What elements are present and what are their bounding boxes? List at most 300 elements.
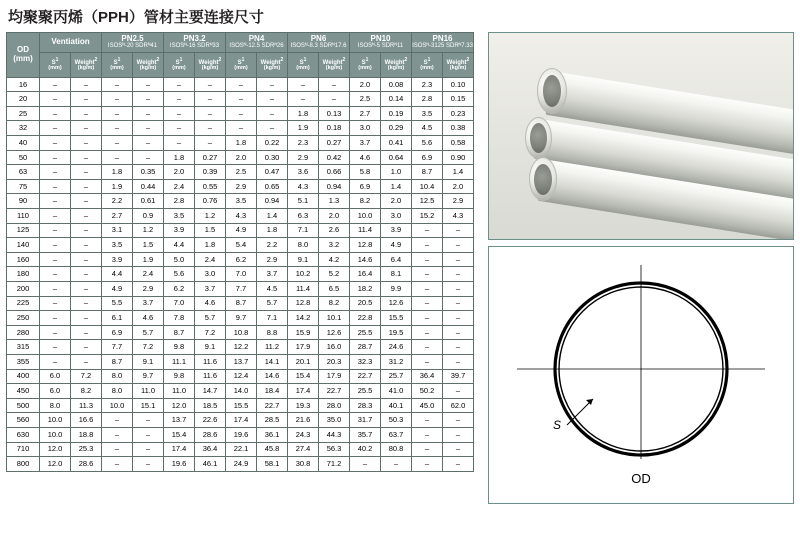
cell-value: – [40, 165, 71, 180]
group-sub: ISOSᴺ-16 SDRᴺ33 [169, 43, 220, 50]
cell-value: 6.0 [40, 384, 71, 399]
sub-header-line1: Weight$^2$ [136, 56, 160, 66]
cell-value: 10.0 [350, 209, 381, 224]
group-header-pn4 [226, 33, 288, 53]
cell-value: – [226, 92, 257, 107]
cell-value: – [195, 121, 226, 136]
cell-value: 46.1 [195, 457, 226, 472]
cell-value: – [40, 354, 71, 369]
cell-value: 12.8 [350, 238, 381, 253]
table-row [7, 398, 474, 413]
cell-value: 5.6 [164, 267, 195, 282]
cell-value: 15.5 [226, 398, 257, 413]
sub-header-thickness [226, 52, 257, 77]
cell-value: 8.2 [71, 384, 102, 399]
group-name: PN2.5 [121, 34, 144, 43]
cell-value: 4.5 [257, 282, 288, 297]
cell-value: 9.7 [133, 369, 164, 384]
cell-value: 6.3 [288, 209, 319, 224]
cell-value: 11.6 [195, 354, 226, 369]
cell-value: 12.6 [381, 296, 412, 311]
cell-value: – [412, 354, 443, 369]
cell-value: 10.2 [288, 267, 319, 282]
table-row [7, 77, 474, 92]
cell-value: 24.3 [288, 427, 319, 442]
cell-value: 12.6 [319, 325, 350, 340]
cell-value: 6.0 [40, 369, 71, 384]
cell-value: 10.0 [40, 413, 71, 428]
cell-value: 3.9 [164, 223, 195, 238]
cell-value: 45.0 [412, 398, 443, 413]
cell-value: 0.38 [443, 121, 474, 136]
group-header-pn10 [350, 33, 412, 53]
cell-value: 12.0 [40, 457, 71, 472]
sub-header-weight [257, 52, 288, 77]
cell-value: – [195, 106, 226, 121]
table-body [7, 77, 474, 471]
cell-value: 44.3 [319, 427, 350, 442]
cell-value: 7.8 [164, 311, 195, 326]
cell-value: 8.0 [288, 238, 319, 253]
cell-value: – [40, 238, 71, 253]
cell-od: 110 [7, 209, 40, 224]
cell-value: – [195, 77, 226, 92]
cell-value: 2.5 [350, 92, 381, 107]
od-header-line2: (mm) [13, 53, 33, 63]
cell-value: 11.4 [350, 223, 381, 238]
cell-od: 710 [7, 442, 40, 457]
cell-value: 6.9 [412, 150, 443, 165]
cell-value: 2.0 [350, 77, 381, 92]
table-row [7, 369, 474, 384]
sub-header-thickness [164, 52, 195, 77]
table-row [7, 238, 474, 253]
group-header-pn32 [164, 33, 226, 53]
table-row [7, 340, 474, 355]
table-row [7, 165, 474, 180]
cell-value: 36.4 [195, 442, 226, 457]
cell-value: 0.41 [381, 136, 412, 151]
cell-value: 0.65 [257, 179, 288, 194]
cell-value: 6.1 [102, 311, 133, 326]
page-title: 均聚聚丙烯（PPH）管材主要连接尺寸 [8, 9, 264, 26]
cell-od: 125 [7, 223, 40, 238]
cell-value: 8.7 [226, 296, 257, 311]
cell-value: 18.5 [195, 398, 226, 413]
cell-value: 0.15 [443, 92, 474, 107]
cell-value: – [40, 282, 71, 297]
cell-value: 3.2 [319, 238, 350, 253]
cell-value: – [412, 427, 443, 442]
sub-header-line1: Weight$^2$ [322, 56, 346, 66]
cell-value: – [133, 121, 164, 136]
cell-value: 4.2 [319, 252, 350, 267]
cell-value: 1.2 [195, 209, 226, 224]
spec-table-container [6, 32, 474, 472]
cell-value: – [71, 238, 102, 253]
cell-value: – [443, 311, 474, 326]
cell-value: 10.4 [412, 179, 443, 194]
cell-value: 4.3 [288, 179, 319, 194]
cell-value: 0.61 [133, 194, 164, 209]
od-header-line1: OD [17, 45, 29, 55]
cell-value: 22.8 [350, 311, 381, 326]
cell-value: 14.1 [257, 354, 288, 369]
cell-value: 11.4 [288, 282, 319, 297]
cell-value: 6.9 [350, 179, 381, 194]
cell-value: 15.1 [133, 398, 164, 413]
cell-value: 22.7 [319, 384, 350, 399]
cell-value: – [443, 267, 474, 282]
table-row [7, 150, 474, 165]
cell-value: 9.1 [288, 252, 319, 267]
cell-value: – [133, 150, 164, 165]
cell-value: 5.2 [319, 267, 350, 282]
cell-value: 6.9 [102, 325, 133, 340]
cell-value: 2.6 [319, 223, 350, 238]
cell-value: 1.8 [102, 165, 133, 180]
sub-header-line1: $S^1$ [423, 56, 431, 66]
cell-value: – [71, 325, 102, 340]
pipe-back-bore [543, 75, 561, 107]
cell-value: 2.9 [443, 194, 474, 209]
cell-value: – [71, 136, 102, 151]
cell-value: – [133, 106, 164, 121]
cell-value: – [412, 223, 443, 238]
cell-value: – [381, 457, 412, 472]
cell-od: 315 [7, 340, 40, 355]
cell-value: 4.9 [226, 223, 257, 238]
cell-value: – [133, 77, 164, 92]
cell-value: – [133, 92, 164, 107]
sub-header-line1: $S^1$ [237, 56, 245, 66]
cell-value: – [288, 77, 319, 92]
cell-value: 28.3 [350, 398, 381, 413]
table-row [7, 252, 474, 267]
cell-value: – [443, 296, 474, 311]
cell-value: 0.64 [381, 150, 412, 165]
cell-value: – [40, 92, 71, 107]
cell-value: 7.1 [257, 311, 288, 326]
cell-value: 25.3 [71, 442, 102, 457]
cell-value: – [412, 413, 443, 428]
cell-value: 2.8 [412, 92, 443, 107]
cell-value: – [133, 136, 164, 151]
cell-value: 2.3 [412, 77, 443, 92]
cell-value: 0.08 [381, 77, 412, 92]
cell-value: 2.0 [319, 209, 350, 224]
sub-header-line2: (kg/m) [387, 64, 405, 71]
table-row [7, 106, 474, 121]
cell-value: 2.2 [102, 194, 133, 209]
cell-value: 36.1 [257, 427, 288, 442]
cell-value: 12.5 [412, 194, 443, 209]
cell-value: – [71, 106, 102, 121]
sub-header-line1: $S^1$ [51, 56, 59, 66]
cell-value: 15.4 [164, 427, 195, 442]
cell-value: 16.4 [350, 267, 381, 282]
wall-thickness-arrow [586, 399, 593, 405]
cell-value: 0.22 [257, 136, 288, 151]
cell-value: 1.8 [257, 223, 288, 238]
cell-value: 12.2 [226, 340, 257, 355]
cell-value: 0.76 [195, 194, 226, 209]
cell-value: 80.8 [381, 442, 412, 457]
cell-value: 45.8 [257, 442, 288, 457]
cell-value: 3.7 [257, 267, 288, 282]
cell-value: 28.6 [195, 427, 226, 442]
cell-value: 28.5 [257, 413, 288, 428]
cell-value: – [71, 223, 102, 238]
cell-value: – [71, 282, 102, 297]
cell-value: 14.2 [288, 311, 319, 326]
cell-value: 40.1 [381, 398, 412, 413]
cell-value: – [164, 106, 195, 121]
cell-value: 5.1 [288, 194, 319, 209]
table-row [7, 136, 474, 151]
cell-value: 3.5 [412, 106, 443, 121]
cell-od: 400 [7, 369, 40, 384]
cell-value: 2.4 [195, 252, 226, 267]
cell-value: 20.3 [319, 354, 350, 369]
cell-value: – [71, 267, 102, 282]
cell-value: 5.7 [133, 325, 164, 340]
cell-value: 0.29 [381, 121, 412, 136]
cell-value: 1.4 [381, 179, 412, 194]
pipe-front-bore [534, 164, 552, 195]
sub-header-line1: $S^1$ [113, 56, 121, 66]
cell-value: – [40, 136, 71, 151]
cell-value: 3.6 [288, 165, 319, 180]
table-row [7, 179, 474, 194]
table-row [7, 413, 474, 428]
cell-value: – [40, 150, 71, 165]
cell-value: 22.7 [257, 398, 288, 413]
cell-value: – [40, 252, 71, 267]
cell-value: 14.7 [195, 384, 226, 399]
table-row [7, 354, 474, 369]
cell-value: – [412, 238, 443, 253]
cell-value: – [443, 442, 474, 457]
cell-value: 2.9 [257, 252, 288, 267]
cell-value: 3.0 [350, 121, 381, 136]
cell-value: – [40, 311, 71, 326]
cell-value: 9.8 [164, 340, 195, 355]
cell-value: – [71, 209, 102, 224]
cell-value: 12.0 [40, 442, 71, 457]
cell-value: 5.4 [226, 238, 257, 253]
cell-value: – [443, 223, 474, 238]
cell-value: – [164, 92, 195, 107]
cell-value: 6.2 [164, 282, 195, 297]
cell-value: 8.0 [102, 369, 133, 384]
cell-value: 7.1 [288, 223, 319, 238]
group-header-ventilation [40, 33, 102, 53]
group-sub: ISOSᴺ-3125 SDRᴺ7.33 [412, 43, 473, 50]
cell-value: – [164, 77, 195, 92]
sub-header-line2: (kg/m) [449, 64, 467, 71]
cell-value: – [102, 413, 133, 428]
cell-value: – [443, 325, 474, 340]
cell-value: – [40, 194, 71, 209]
cell-value: 25.5 [350, 384, 381, 399]
cell-value: 0.9 [133, 209, 164, 224]
cell-value: 24.9 [226, 457, 257, 472]
cell-value: 7.2 [133, 340, 164, 355]
cell-value: 0.19 [381, 106, 412, 121]
sub-header-weight [319, 52, 350, 77]
cell-value: 8.1 [381, 267, 412, 282]
cell-value: 0.13 [319, 106, 350, 121]
cell-value: 28.7 [350, 340, 381, 355]
cell-value: – [102, 92, 133, 107]
cell-value: 4.9 [102, 282, 133, 297]
cell-value: – [71, 296, 102, 311]
cell-value: – [412, 457, 443, 472]
cell-value: – [40, 267, 71, 282]
cell-value: – [71, 150, 102, 165]
cell-value: 8.8 [257, 325, 288, 340]
cell-value: 9.1 [133, 354, 164, 369]
cell-value: – [443, 354, 474, 369]
cell-value: – [40, 340, 71, 355]
table-row [7, 194, 474, 209]
sub-header-line2: (mm) [110, 64, 124, 71]
cell-value: 3.0 [195, 267, 226, 282]
cell-value: 41.0 [381, 384, 412, 399]
cell-value: 15.2 [412, 209, 443, 224]
cell-value: – [40, 223, 71, 238]
sub-header-line2: (mm) [358, 64, 372, 71]
cell-od: 280 [7, 325, 40, 340]
cell-value: 0.94 [319, 179, 350, 194]
cell-value: – [71, 340, 102, 355]
cell-od: 90 [7, 194, 40, 209]
sub-header-line2: (kg/m) [325, 64, 343, 71]
sub-header-line1: $S^1$ [361, 56, 369, 66]
cell-od: 16 [7, 77, 40, 92]
cell-value: – [71, 252, 102, 267]
cell-value: 56.3 [319, 442, 350, 457]
cell-value: – [288, 92, 319, 107]
cell-od: 40 [7, 136, 40, 151]
cell-value: – [226, 121, 257, 136]
cell-value: 2.4 [133, 267, 164, 282]
cell-value: 8.7 [412, 165, 443, 180]
table-row [7, 427, 474, 442]
cell-value: 0.55 [195, 179, 226, 194]
cell-value: – [102, 106, 133, 121]
cell-value: 10.0 [102, 398, 133, 413]
cell-value: – [71, 354, 102, 369]
cell-value: 9.8 [164, 369, 195, 384]
cell-value: – [257, 92, 288, 107]
cell-value: 2.7 [102, 209, 133, 224]
cell-od: 20 [7, 92, 40, 107]
sub-header-line2: (mm) [172, 64, 186, 71]
cell-value: 12.8 [288, 296, 319, 311]
cell-value: 4.3 [226, 209, 257, 224]
cell-od: 630 [7, 427, 40, 442]
sub-header-thickness [40, 52, 71, 77]
label-s: S [552, 418, 561, 432]
cell-value: 2.9 [288, 150, 319, 165]
cell-value: – [40, 296, 71, 311]
cell-value: 32.3 [350, 354, 381, 369]
table-row [7, 311, 474, 326]
cell-value: 50.3 [381, 413, 412, 428]
table-row [7, 442, 474, 457]
cell-value: – [443, 252, 474, 267]
cell-value: 2.0 [164, 165, 195, 180]
cell-value: 16.6 [71, 413, 102, 428]
cell-value: 4.6 [133, 311, 164, 326]
cell-value: 9.9 [381, 282, 412, 297]
sub-header-weight [381, 52, 412, 77]
cell-value: 0.42 [319, 150, 350, 165]
cell-value: – [412, 252, 443, 267]
cell-value: 18.2 [350, 282, 381, 297]
cell-value: 19.5 [381, 325, 412, 340]
cell-value: 11.3 [71, 398, 102, 413]
cell-value: 4.3 [443, 209, 474, 224]
group-header-pn25 [102, 33, 164, 53]
cell-value: 22.6 [195, 413, 226, 428]
cell-value: 7.0 [226, 267, 257, 282]
cell-value: 20.1 [288, 354, 319, 369]
sub-header-weight [71, 52, 102, 77]
cell-value: 2.9 [133, 282, 164, 297]
cell-value: – [40, 209, 71, 224]
cell-value: – [102, 442, 133, 457]
cell-value: 0.66 [319, 165, 350, 180]
sub-header-line2: (mm) [296, 64, 310, 71]
table-row [7, 267, 474, 282]
cell-value: 0.23 [443, 106, 474, 121]
cell-value: 17.9 [319, 369, 350, 384]
sub-header-line2: (mm) [420, 64, 434, 71]
cell-value: 27.4 [288, 442, 319, 457]
table-head [7, 33, 474, 78]
cell-value: – [40, 106, 71, 121]
cell-value: 11.6 [195, 369, 226, 384]
cell-value: – [257, 121, 288, 136]
cell-od: 560 [7, 413, 40, 428]
cell-value: – [195, 136, 226, 151]
cell-value: – [71, 311, 102, 326]
cell-value: 0.18 [319, 121, 350, 136]
cell-value: 31.7 [350, 413, 381, 428]
cell-value: – [226, 77, 257, 92]
cell-value: 11.1 [164, 354, 195, 369]
cell-value: 28.0 [319, 398, 350, 413]
group-name: PN10 [370, 34, 391, 43]
cell-value: – [164, 136, 195, 151]
cell-value: 7.7 [102, 340, 133, 355]
cell-value: – [102, 457, 133, 472]
cell-value: 15.4 [288, 369, 319, 384]
cell-value: 24.6 [381, 340, 412, 355]
table-row [7, 223, 474, 238]
sub-header-weight [133, 52, 164, 77]
cell-value: 20.5 [350, 296, 381, 311]
cell-value: – [412, 296, 443, 311]
cell-value: 13.7 [164, 413, 195, 428]
cell-value: – [102, 121, 133, 136]
cell-value: 1.5 [133, 238, 164, 253]
cell-value: 8.0 [102, 384, 133, 399]
cell-value: 3.7 [133, 296, 164, 311]
